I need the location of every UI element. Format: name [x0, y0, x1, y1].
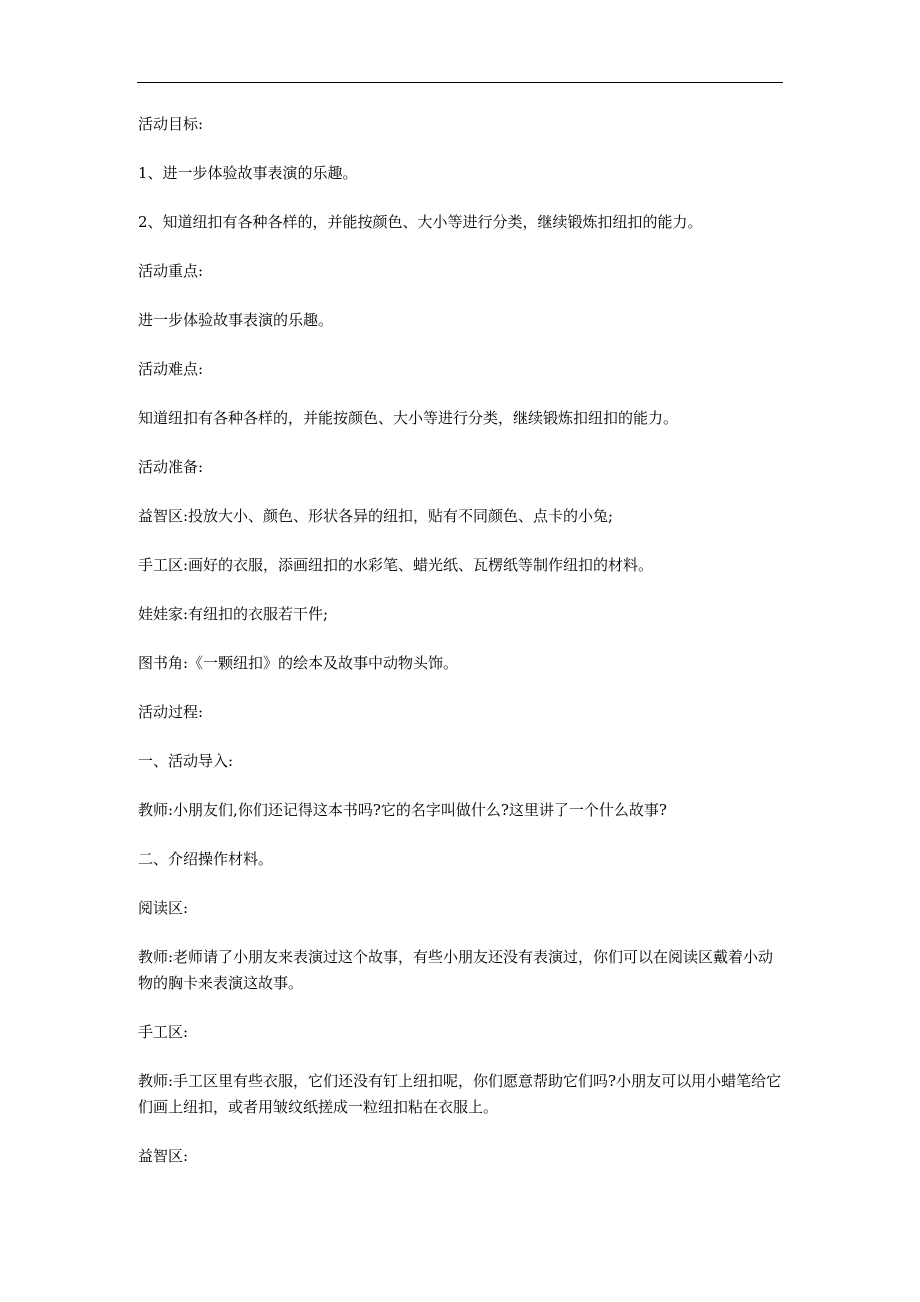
header-rule — [137, 82, 783, 83]
preparation-doll-house: 娃娃家:有纽扣的衣服若干件; — [138, 605, 329, 623]
section-heading-process: 活动过程: — [138, 703, 204, 721]
process-step-1-heading: 一、活动导入: — [138, 752, 234, 770]
key-point-text: 进一步体验故事表演的乐趣。 — [138, 311, 334, 329]
preparation-puzzle-area: 益智区:投放大小、颜色、形状各异的纽扣，贴有不同颜色、点卡的小兔; — [138, 507, 614, 525]
puzzle-area-heading: 益智区: — [138, 1147, 189, 1165]
preparation-book-corner: 图书角:《一颗纽扣》的绘本及故事中动物头饰。 — [138, 654, 459, 672]
process-step-2-heading: 二、介绍操作材料。 — [138, 850, 274, 868]
section-heading-goals: 活动目标: — [138, 115, 204, 133]
craft-area-heading: 手工区: — [138, 1023, 189, 1041]
craft-area-text: 教师:手工区里有些衣服，它们还没有钉上纽扣呢，你们愿意帮助它们吗?小朋友可以用小蜡笔给它们画上纽扣，或者用皱纹纸搓成一粒纽扣粘在衣服上。 — [138, 1072, 782, 1116]
section-heading-difficulty: 活动难点: — [138, 360, 204, 378]
process-step-1-text: 教师:小朋友们,你们还记得这本书吗?它的名字叫做什么?这里讲了一个什么故事? — [138, 801, 667, 819]
preparation-craft-area: 手工区:画好的衣服，添画纽扣的水彩笔、蜡光纸、瓦楞纸等制作纽扣的材料。 — [138, 556, 654, 574]
reading-area-text: 教师:老师请了小朋友来表演过这个故事，有些小朋友还没有表演过，你们可以在阅读区戴着小动物的胸卡来表演这故事。 — [138, 948, 774, 992]
document-body — [138, 111, 786, 1192]
difficulty-text: 知道纽扣有各种各样的，并能按颜色、大小等进行分类，继续锻炼扣纽扣的能力。 — [138, 409, 679, 427]
goal-item-2: 2、知道纽扣有各种各样的，并能按颜色、大小等进行分类，继续锻炼扣纽扣的能力。 — [138, 213, 703, 231]
section-heading-key-point: 活动重点: — [138, 262, 204, 280]
section-heading-preparation: 活动准备: — [138, 458, 204, 476]
goal-item-1: 1、进一步体验故事表演的乐趣。 — [138, 164, 358, 182]
reading-area-heading: 阅读区: — [138, 899, 189, 917]
